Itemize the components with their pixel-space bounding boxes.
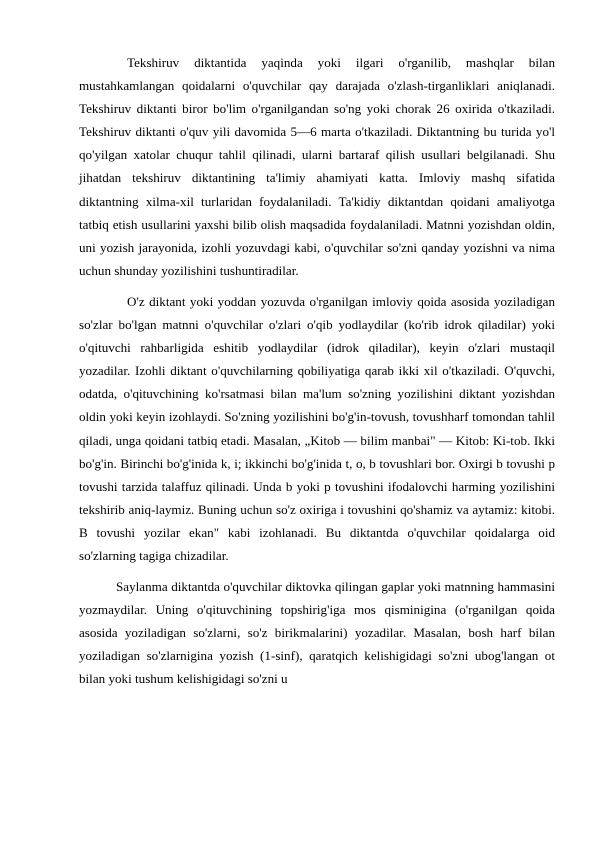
paragraph-spacer: [79, 567, 555, 575]
paragraph-oz-diktant: O'z diktant yoki yoddan yozuvda o'rganilgan imloviy qoida asosida yoziladigan so'zlar bo'lgan matnni o'quvchilar o'zlari o'qib yodlaydilar (ko'rib idrok qiladilar) yoki o'qituvchi rahbarligida eshitib yodlaydilar (idrok qiladilar), keyin o'zlari mustaqil yozadilar. Izohli diktant o'quvchilarning qobiliyatiga qarab ikki xil o'tkaziladi. O'quvchi, odatda, o'qituvchining ko'rsatmasi bilan ma'lum so'zning yozilishini diktant yozishdan oldin yoki keyin izohlaydi. So'zning yozilishini bo'g'in-tovush, tovushharf tomondan tahlil qiladi, unga qoidani tatbiq etadi. Masalan, „Kitob — bilim manbai" — Kitob: Ki-tob. Ikki bo'g'in. Birinchi bo'g'inida k, i; ikkinchi bo'g'inida t, o, b tovushlari bor. Oxirgi b tovushi p tovushi tarzida talaffuz qilinadi. Unda b yoki p tovushini ifodalovchi harming yozilishini tekshirib aniq-laymiz. Buning uchun so'z oxiriga i tovushini qo'shamiz va aytamiz: kitobi. B tovushi yozilar ekan" kabi izohlanadi. Bu diktantda o'quvchilar qoidalarga oid so'zlarning tagiga chizadilar.: [79, 293, 555, 563]
paragraph-spacer: [79, 282, 555, 290]
paragraph-tekshiruv-diktanti: Tekshiruv diktantida yaqinda yoki ilgari o'rganilib, mashqlar bilan mustahkamlangan qoidalarni o'quvchilar qay darajada o'zlash-tirganliklari aniqlanadi. Tekshiruv diktanti biror bo'lim o'rganilgandan so'ng yoki chorak 26 oxirida o'tkaziladi. Tekshiruv diktanti o'quv yili davomida 5—6 marta o'tkaziladi. Diktantning bu turida yo'l qo'yilgan xatolar chuqur tahlil qilinadi, ularni bartaraf qilish usullari belgilanadi. Shu jihatdan tekshiruv diktantining ta'limiy ahamiyati katta. Imloviy mashq sifatida diktantning xilma-xil turlaridan foydalaniladi. Ta'kidiy diktantdan qoidani amaliyotga tatbiq etish usullarini yaxshi bilib olish maqsadida foydalaniladi. Matnni yozishdan oldin, uni yozish jarayonida, izohli yozuvdagi kabi, o'quvchilar so'zni qanday yozishni va nima uchun shunday yozilishini tushuntiradilar.: [79, 55, 555, 278]
paragraph-saylanma-diktant: Saylanma diktantda o'quvchilar diktovka qilingan gaplar yoki matnning hammasini yozmaydilar. Uning o'qituvchining topshirig'iga mos qisminigina (o'rganilgan qoida asosida yoziladigan so'zlarni, so'z birikmalarini) yozadilar. Masalan, bosh harf bilan yoziladigan so'zlarnigina yozish (1-sinf), qaratqich kelishigidagi so'zni ubog'langan ot bilan yoki tushum kelishigidagi so'zni u: [79, 579, 555, 687]
document-body: [79, 51, 555, 691]
